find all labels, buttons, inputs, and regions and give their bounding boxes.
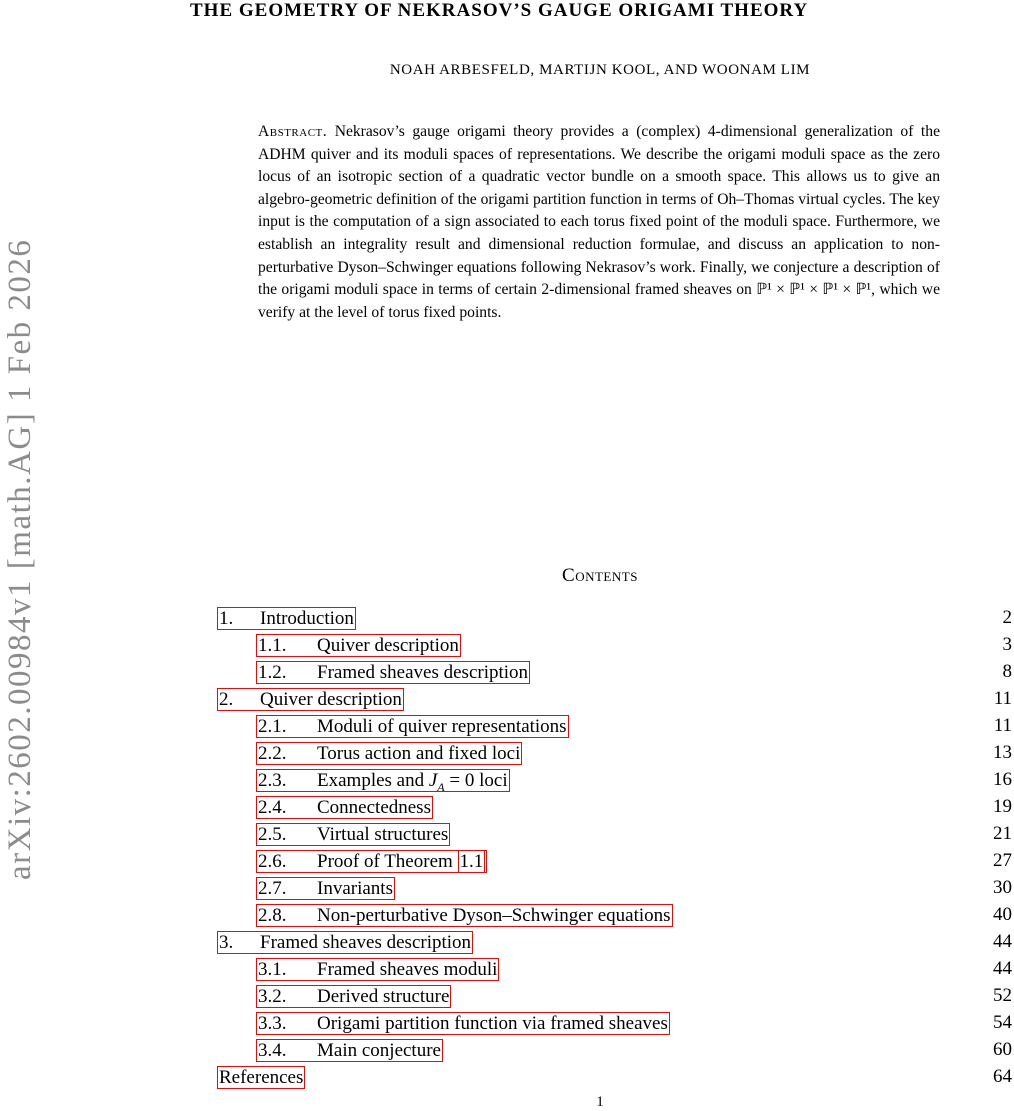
- contents-heading: Contents: [562, 565, 638, 586]
- toc-section-number: 1.2.: [258, 662, 287, 683]
- abstract-tail: , which we verify at the level of torus fixed points.: [258, 281, 940, 321]
- toc-link[interactable]: [217, 688, 404, 711]
- toc-page-number: 21: [993, 823, 1012, 844]
- toc-link[interactable]: [217, 1066, 305, 1089]
- toc-section-number: 2.2.: [258, 743, 287, 764]
- toc-row: [0, 820, 1014, 847]
- arxiv-identifier: arXiv:2602.00984v1 [math.AG] 1 Feb 2026: [2, 238, 38, 880]
- toc-page-number: 52: [993, 985, 1012, 1006]
- toc-section-number: 2.1.: [258, 716, 287, 737]
- toc-row: [0, 1036, 1014, 1063]
- toc-section-number: 2.8.: [258, 905, 287, 926]
- toc-section-title: Torus action and fixed loci: [317, 743, 521, 764]
- toc-row: [0, 793, 1014, 820]
- toc-row: [0, 604, 1014, 631]
- toc-section-title: Virtual structures: [317, 824, 449, 845]
- toc-page-number: 19: [993, 796, 1012, 817]
- toc-link[interactable]: [256, 661, 530, 684]
- toc-section-title: Proof of Theorem 1.1: [317, 851, 484, 872]
- toc-section-title: Quiver description: [317, 635, 459, 656]
- toc-page-number: 44: [993, 958, 1012, 979]
- toc-page-number: 3: [1002, 634, 1012, 655]
- toc-section-number: 3.3.: [258, 1013, 287, 1034]
- paper-authors: NOAH ARBESFELD, MARTIJN KOOL, AND WOONAM LIM: [389, 62, 811, 78]
- toc-theorem-ref-link[interactable]: 1.1: [459, 851, 484, 872]
- toc-page-number: 54: [993, 1012, 1012, 1033]
- toc-section-number: 2.7.: [258, 878, 287, 899]
- toc-row: [0, 847, 1014, 874]
- toc-page-number: 27: [993, 850, 1012, 871]
- toc-link[interactable]: [256, 769, 510, 792]
- toc-page-number: 30: [993, 877, 1012, 898]
- toc-page-number: 40: [993, 904, 1012, 925]
- toc-link[interactable]: [256, 985, 451, 1008]
- toc-section-title: Examples and $J_A = 0$ loci: [317, 770, 508, 794]
- toc-section-title: Main conjecture: [317, 1040, 441, 1061]
- toc-section-number: 1.1.: [258, 635, 287, 656]
- toc-row: [0, 928, 1014, 955]
- toc-row: [0, 712, 1014, 739]
- toc-page-number: 2: [1002, 607, 1012, 628]
- toc-section-number: 2.: [219, 689, 234, 710]
- toc-row: [0, 766, 1014, 793]
- toc-link[interactable]: [256, 634, 461, 657]
- toc-row: [0, 658, 1014, 685]
- toc-section-number: 3.2.: [258, 986, 287, 1007]
- toc-row: [0, 685, 1014, 712]
- toc-row: [0, 1009, 1014, 1036]
- toc-page-number: 13: [993, 742, 1012, 763]
- toc-row: [0, 874, 1014, 901]
- toc-page-number: 8: [1002, 661, 1012, 682]
- abstract: [258, 121, 940, 324]
- toc-row: [0, 901, 1014, 928]
- toc-section-title: Framed sheaves moduli: [317, 959, 498, 980]
- toc-page-number: 11: [993, 715, 1012, 736]
- toc-section-title: Moduli of quiver representations: [317, 716, 567, 737]
- toc-page-number: 44: [993, 931, 1012, 952]
- toc-section-number: 2.4.: [258, 797, 287, 818]
- toc-section-title: References: [219, 1067, 304, 1088]
- toc-link[interactable]: [256, 1039, 443, 1062]
- toc-section-title: Connectedness: [317, 797, 431, 818]
- toc-section-title: Non-perturbative Dyson–Schwinger equations: [317, 905, 671, 926]
- paper-title: THE GEOMETRY OF NEKRASOV’S GAUGE ORIGAMI THEORY: [190, 0, 809, 21]
- toc-section-number: 3.1.: [258, 959, 287, 980]
- toc-section-number: 3.: [219, 932, 234, 953]
- toc-link[interactable]: [256, 1012, 670, 1035]
- toc-link[interactable]: [256, 877, 395, 900]
- toc-row: [0, 1063, 1014, 1090]
- toc-section-number: 2.6.: [258, 851, 287, 872]
- toc-row: [0, 955, 1014, 982]
- toc-row: [0, 631, 1014, 658]
- toc-section-title: Invariants: [317, 878, 393, 899]
- toc-section-title: Quiver description: [260, 689, 402, 710]
- toc-page-number: 11: [993, 688, 1012, 709]
- toc-row: [0, 982, 1014, 1009]
- toc-link[interactable]: [217, 607, 356, 630]
- toc-page-number: 16: [993, 769, 1012, 790]
- toc-link[interactable]: [256, 904, 673, 927]
- page-number: 1: [596, 1094, 604, 1110]
- toc-page-number: 64: [993, 1066, 1012, 1087]
- toc-section-number: 2.3.: [258, 770, 287, 791]
- toc-section-title: Framed sheaves description: [260, 932, 472, 953]
- toc-section-number: 3.4.: [258, 1040, 287, 1061]
- toc-page-number: 60: [993, 1039, 1012, 1060]
- toc-link[interactable]: [256, 796, 433, 819]
- abstract-lead: Abstract.: [258, 123, 328, 140]
- toc-link[interactable]: [256, 958, 499, 981]
- toc-link[interactable]: [256, 715, 569, 738]
- toc-section-number: 1.: [219, 608, 234, 629]
- toc-section-number: 2.5.: [258, 824, 287, 845]
- toc-section-title: Framed sheaves description: [317, 662, 529, 683]
- toc-link[interactable]: [256, 823, 450, 846]
- abstract-body: Nekrasov’s gauge origami theory provides a (complex) 4-dimensional generalization of the ADHM quiver and its moduli spaces of representations. We describe the origami moduli space as the zero locus of an isotropic section of a quadratic vector bundle on a smooth space. This allows us to give an algebro-geometric definition of the origami partition function in terms of Oh–Thomas virtual cycles. The key input is the computation of a sign associated to each torus fixed point of the moduli space. Furthermore, we establish an integrality result and dimensional reduction formulae, and discuss an application to non-perturbative Dyson–Schwinger equations following Nekrasov’s work. Finally, we conjecture a description of the origami moduli space in terms of certain 2-dimensional framed sheaves on: [258, 123, 940, 299]
- toc-section-title: Origami partition function via framed sheaves: [317, 1013, 668, 1034]
- toc-section-title: Derived structure: [317, 986, 450, 1007]
- toc-section-title: Introduction: [260, 608, 354, 629]
- toc-link[interactable]: [217, 931, 473, 954]
- toc-link[interactable]: [256, 850, 487, 873]
- abstract-formula: ℙ¹ × ℙ¹ × ℙ¹ × ℙ¹: [756, 281, 872, 299]
- toc-row: [0, 739, 1014, 766]
- toc-link[interactable]: [256, 742, 522, 765]
